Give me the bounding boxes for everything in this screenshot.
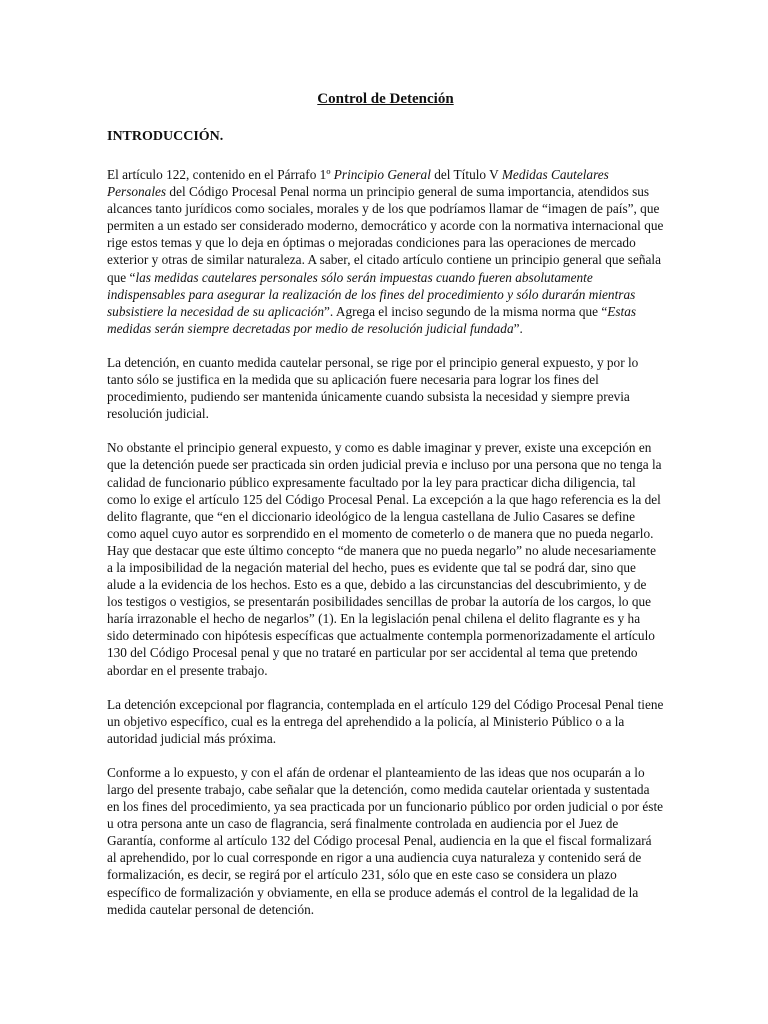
paragraph-4: La detención excepcional por flagrancia, contemplada en el artículo 129 del Código Procesal Penal tiene un objetivo específico, cual es la entrega del aprehendido a la policía, al Ministerio Público o a la autoridad judicial más próxima. [107,696,664,746]
italic-quote: Estas medidas serán siempre decretadas por medio de resolución judicial fundada [107,303,637,336]
paragraph-1 [107,166,664,337]
paragraph-3: No obstante el principio general expuesto, y como es dable imaginar y prever, existe una excepción en que la detención puede ser practicada sin orden judicial previa e incluso por una persona que no tenga la calidad de funcionario público expresamente facultado por la ley para practicar dicha diligencia, tal como lo exige el artículo 125 del Código Procesal Penal. La excepción a la que hago referencia es la del delito flagrante, que “en el diccionario ideológico de la lengua castellana de Julio Casares se define como aquel cuyo autor es sorprendido en el momento de cometerlo o de manera que no pueda negarlo. Hay que destacar que este último concepto “de manera que no pueda negarlo” no alude necesariamente a la imposibilidad de la negación material del hecho, pues es evidente que tal se podrá dar, sino que alude a la evidencia de los hechos. Esto es a que, debido a las circunstancias del descubrimiento, y de los testigos o vestigios, se presentarán posibilidades sencillas de probar la autoría de los cargos, lo que haría irrazonable el hecho de negarlos” (1). En la legislación penal chilena el delito flagrante es y ha sido determinado con hipótesis específicas que actualmente contempla pormenorizadamente el artículo 130 del Código Procesal penal y que no trataré en particular por ser accidental al tema que pretendo abordar en el presente trabajo. [107,440,662,678]
section-heading: INTRODUCCIÓN. [107,129,224,144]
text-run: El artículo 122, contenido en el Párrafo 1º [107,167,334,182]
italic-run: Principio General [333,167,431,182]
paragraph-2: La detención, en cuanto medida cautelar personal, se rige por el principio general expuesto, y por lo tanto sólo se justifica en la medida que su aplicación fuere necesaria para lograr los fines del procedimiento, pudiendo ser mantenida únicamente cuando subsista la necesidad y siempre previa resolución judicial. [107,354,639,422]
document-title: Control de Detención [317,91,454,107]
text-run: del Código Procesal Penal norma un principio general de suma importancia, atendidos sus alcances tanto jurídicos como sociales, morales y de los que podríamos llamar de “imagen de país”, que permiten a un estado ser considerado moderno, democrático y acorde con la normativa internacional que rige estos temas y que lo deja en óptimas o mejoradas condiciones para las operaciones de mercado exterior y otras de similar naturaleza. A saber, el citado artículo contiene un principio general que señala que “ [107,184,664,285]
text-run: ”. [513,320,523,336]
text-run: ”. Agrega el inciso segundo de la misma norma que “ [324,303,608,319]
italic-run: Medidas Cautelares Personales [107,167,609,200]
paragraph-5: Conforme a lo expuesto, y con el afán de ordenar el planteamiento de las ideas que nos ocuparán a lo largo del presente trabajo, cabe señalar que la detención, como medida cautelar orientada y sustentada en los fines del procedimiento, ya sea practicada por un funcionario público por orden judicial o por éste u otra persona ante un caso de flagrancia, será finalmente controlada en audiencia por el Juez de Garantía, conforme al artículo 132 del Código procesal Penal, audiencia en la que el fiscal formalizará al aprehendido, por lo cual corresponde en rigor a una audiencia cuya naturaleza y contenido será de formalización, es decir, se regirá por el artículo 231, sólo que en este caso se considera un plazo específico de formalización y obviamente, en ella se produce además el control de la legalidad de la medida cautelar personal de detención. [107,764,664,917]
italic-quote: las medidas cautelares personales sólo serán impuestas cuando fueren absolutamente indispensables para asegurar la realización de los fines del procedimiento y sólo durarán mientras subsistiere la necesidad de su aplicación [107,269,636,319]
text-run: del Título V [430,167,502,182]
